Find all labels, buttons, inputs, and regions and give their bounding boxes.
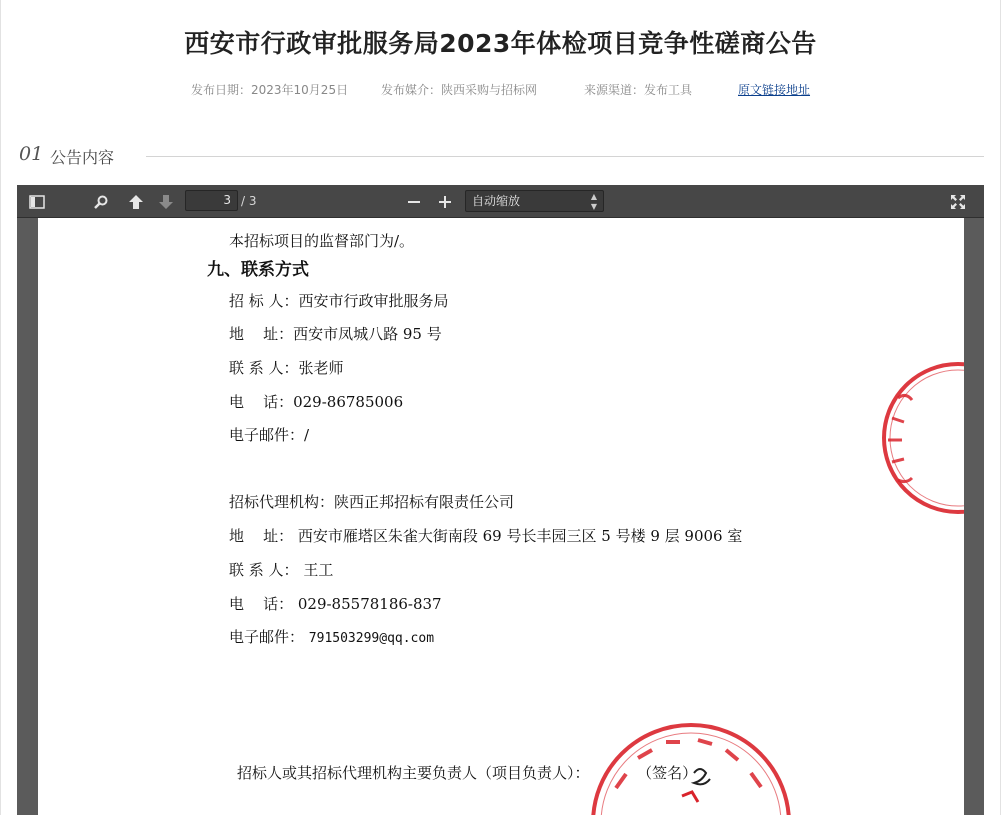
section-header <box>19 143 984 169</box>
publish-media: 发布媒介：陕西采购与招标网 <box>381 83 538 97</box>
agency-phone-row <box>229 593 442 614</box>
tenderer-contact: 张老师 <box>298 359 344 377</box>
search-icon[interactable] <box>90 191 112 213</box>
signature-line: 招标人或其招标代理机构主要负责人（项目负责人）： （签名） <box>237 764 698 782</box>
section-divider <box>146 156 984 157</box>
page-title: 西安市行政审批服务局2023年体检项目竞争性磋商公告 <box>184 29 817 58</box>
tenderer-address-row <box>229 323 442 344</box>
agency-address: 西安市雁塔区朱雀大街南段 69 号长丰园三区 5 号楼 9 层 9006 室 <box>297 527 743 545</box>
source-channel: 来源渠道：发布工具 <box>584 83 693 97</box>
pdf-viewer[interactable] <box>17 185 984 815</box>
agency-label: 招标代理机构： <box>229 493 335 511</box>
agency-phone: 029-85578186-837 <box>297 595 442 613</box>
zoom-select-value: 自动缩放 <box>472 194 521 208</box>
next-page-icon[interactable] <box>155 191 177 213</box>
tenderer-email-label: 电子邮件： <box>229 426 305 444</box>
pdf-toolbar <box>17 185 984 218</box>
agency-value: 陕西正邦招标有限责任公司 <box>334 493 515 511</box>
tenderer-phone-row <box>229 391 403 412</box>
agency-email-row <box>229 626 434 647</box>
previous-page-icon[interactable] <box>125 191 147 213</box>
tenderer-row <box>229 290 449 311</box>
publish-date: 发布日期：2023年10月25日 <box>191 83 349 97</box>
agency-address-row <box>229 525 742 546</box>
sidebar-toggle-icon[interactable] <box>26 191 48 213</box>
zoom-in-icon[interactable] <box>434 191 456 213</box>
page-total: / 3 <box>241 194 257 208</box>
tenderer-email-row <box>229 424 309 445</box>
agency-email: 791503299@qq.com <box>308 631 435 646</box>
tenderer-contact-row <box>229 357 344 378</box>
agency-address-label: 地 址： <box>229 527 294 545</box>
section-number: 01 <box>19 143 44 165</box>
contact-heading: 九、联系方式 <box>207 260 309 280</box>
tenderer-phone-label: 电 话： <box>229 393 294 411</box>
agency-seal-icon <box>586 718 796 815</box>
select-arrows-icon: ▲ ▼ <box>590 192 597 211</box>
supervisor-line: 本招标项目的监督部门为/。 <box>229 232 415 250</box>
agency-row <box>229 491 514 512</box>
agency-email-label: 电子邮件： <box>229 628 305 646</box>
agency-phone-label: 电 话： <box>229 595 294 613</box>
agency-contact: 王工 <box>303 561 334 579</box>
section-label: 公告内容 <box>50 148 115 167</box>
tenderer-contact-label: 联 系 人： <box>229 359 299 377</box>
meta-bar <box>1 81 1000 99</box>
tenderer-label: 招 标 人： <box>229 292 299 310</box>
original-link[interactable]: 原文链接地址 <box>738 83 811 97</box>
tenderer-address: 西安市凤城八路 95 号 <box>293 325 442 343</box>
agency-contact-label: 联 系 人： <box>229 561 299 579</box>
fullscreen-icon[interactable] <box>947 191 969 213</box>
tenderer-value: 西安市行政审批服务局 <box>298 292 449 310</box>
tenderer-phone: 029-86785006 <box>293 393 404 411</box>
zoom-out-icon[interactable] <box>403 191 425 213</box>
page-number-input[interactable]: 3 <box>185 190 238 211</box>
tenderer-address-label: 地 址： <box>229 325 294 343</box>
company-seal-icon <box>858 358 964 518</box>
agency-contact-row <box>229 559 333 580</box>
zoom-select[interactable] <box>465 190 604 212</box>
tenderer-email: / <box>304 426 310 444</box>
pdf-page <box>38 218 964 815</box>
